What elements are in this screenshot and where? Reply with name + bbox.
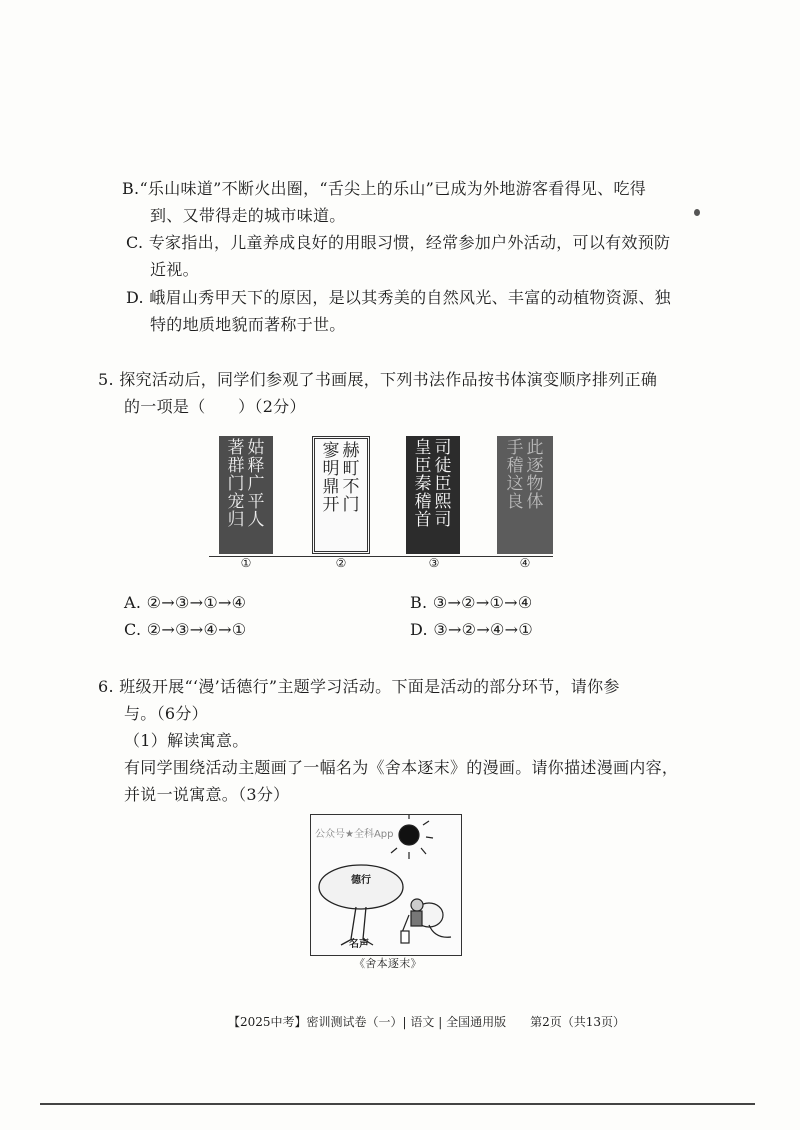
q6-sub1-line-2: 并说一说寓意。（3分） bbox=[124, 785, 290, 804]
cartoon-root-label: 名声 bbox=[349, 939, 369, 950]
calligraphy-work-2-col-2 bbox=[323, 442, 340, 548]
calligraphy-char: 门 bbox=[342, 495, 360, 515]
work-4-caption: ④ bbox=[519, 556, 531, 570]
calligraphy-char: 宠 bbox=[227, 492, 245, 512]
option-c-line-2: 近视。 bbox=[150, 260, 199, 279]
calligraphy-char: 臣 bbox=[414, 456, 432, 476]
calligraphy-work-4-col-2 bbox=[507, 439, 524, 551]
calligraphy-char: 臣 bbox=[434, 474, 452, 494]
bottom-scan-edge bbox=[40, 1103, 755, 1105]
calligraphy-char: 归 bbox=[227, 510, 245, 530]
calligraphy-char: 逐 bbox=[526, 456, 544, 476]
calligraphy-char: 秦 bbox=[414, 474, 432, 494]
q5-stem-line-2: 的一项是（ ）（2分） bbox=[124, 397, 306, 416]
calligraphy-work-3-col-2 bbox=[415, 439, 432, 551]
calligraphy-char: 开 bbox=[322, 495, 340, 515]
calligraphy-char: 群 bbox=[227, 456, 245, 476]
calligraphy-char: 此 bbox=[526, 438, 544, 458]
calligraphy-work-1 bbox=[219, 436, 273, 554]
calligraphy-char: 首 bbox=[414, 510, 432, 530]
cartoon-tree-label: 德行 bbox=[351, 875, 371, 886]
q6-stem-line-2: 与。（6分） bbox=[124, 704, 208, 723]
calligraphy-work-2 bbox=[312, 436, 370, 554]
calligraphy-char: 这 bbox=[506, 474, 524, 494]
calligraphy-char: 司 bbox=[434, 510, 452, 530]
calligraphy-char: 良 bbox=[506, 492, 524, 512]
work-2-caption: ② bbox=[335, 556, 347, 570]
calligraphy-char: 寥 bbox=[322, 441, 340, 461]
calligraphy-char: 释 bbox=[247, 456, 265, 476]
q5-option-c: C. ②→③→④→① bbox=[124, 620, 247, 639]
calligraphy-char: 不 bbox=[342, 477, 360, 497]
q6-sub1-line-1: 有同学围绕活动主题画了一幅名为《舍本逐末》的漫画。请你描述漫画内容， bbox=[124, 758, 679, 777]
q5-option-b: B. ③→②→①→④ bbox=[410, 593, 533, 612]
option-b-line-1: B.“乐山味道”不断火出圈，“舌尖上的乐山”已成为外地游客看得见、吃得 bbox=[122, 179, 647, 198]
calligraphy-char: 皇 bbox=[414, 438, 432, 458]
cartoon-illustration bbox=[310, 814, 462, 956]
q6-sub1-title: （1）解读寓意。 bbox=[124, 731, 249, 750]
calligraphy-char: 物 bbox=[526, 474, 544, 494]
calligraphy-char: 稽 bbox=[506, 456, 524, 476]
option-d-line-1: D. 峨眉山秀甲天下的原因，是以其秀美的自然风光、丰富的动植物资源、独 bbox=[126, 288, 671, 307]
calligraphy-char: 町 bbox=[342, 459, 360, 479]
option-c-line-1: C. 专家指出，儿童养成良好的用眼习惯，经常参加户外活动，可以有效预防 bbox=[126, 233, 671, 252]
calligraphy-char: 明 bbox=[322, 459, 340, 479]
calligraphy-work-4-col-1 bbox=[527, 439, 544, 551]
calligraphy-work-4 bbox=[497, 436, 553, 554]
calligraphy-char: 稽 bbox=[414, 492, 432, 512]
calligraphy-char: 体 bbox=[526, 492, 544, 512]
option-d-line-2: 特的地质地貌而著称于世。 bbox=[150, 315, 346, 334]
q6-stem-line-1: 6. 班级开展“‘漫’话德行”主题学习活动。下面是活动的部分环节，请你参 bbox=[98, 677, 620, 696]
calligraphy-char: 手 bbox=[506, 438, 524, 458]
option-b-line-2: 到、又带得走的城市味道。 bbox=[150, 206, 346, 225]
sun bbox=[391, 815, 433, 859]
calligraphy-char: 平 bbox=[247, 492, 265, 512]
calligraphy-work-1-col-2 bbox=[228, 439, 245, 551]
calligraphy-char: 司 bbox=[434, 438, 452, 458]
calligraphy-work-3-col-1 bbox=[435, 439, 452, 551]
calligraphy-work-2-col-1 bbox=[343, 442, 360, 548]
calligraphy-char: 人 bbox=[247, 510, 265, 530]
calligraphy-char: 徒 bbox=[434, 456, 452, 476]
figure-baseline bbox=[209, 556, 553, 557]
page-footer: 【2025中考】密训测试卷（一）| 语文 | 全国通用版 第2页（共13页） bbox=[228, 1015, 625, 1029]
cartoon-watermark: 公众号★全科App bbox=[315, 829, 394, 840]
calligraphy-char: 广 bbox=[247, 474, 265, 494]
calligraphy-char: 赫 bbox=[342, 441, 360, 461]
work-3-caption: ③ bbox=[428, 556, 440, 570]
person-digging bbox=[401, 899, 451, 943]
calligraphy-work-3 bbox=[406, 436, 460, 554]
scan-speck bbox=[694, 209, 700, 216]
calligraphy-char: 姑 bbox=[247, 438, 265, 458]
q5-stem-line-1: 5. 探究活动后，同学们参观了书画展，下列书法作品按书体演变顺序排列正确 bbox=[98, 370, 658, 389]
cartoon-caption: 《舍本逐末》 bbox=[354, 957, 422, 970]
calligraphy-char: 熙 bbox=[434, 492, 452, 512]
calligraphy-char: 著 bbox=[227, 438, 245, 458]
q5-option-a: A. ②→③→①→④ bbox=[124, 593, 247, 612]
calligraphy-work-1-col-1 bbox=[248, 439, 265, 551]
work-1-caption: ① bbox=[240, 556, 252, 570]
q5-option-d: D. ③→②→④→① bbox=[410, 620, 534, 639]
calligraphy-char: 门 bbox=[227, 474, 245, 494]
calligraphy-char: 鼎 bbox=[322, 477, 340, 497]
